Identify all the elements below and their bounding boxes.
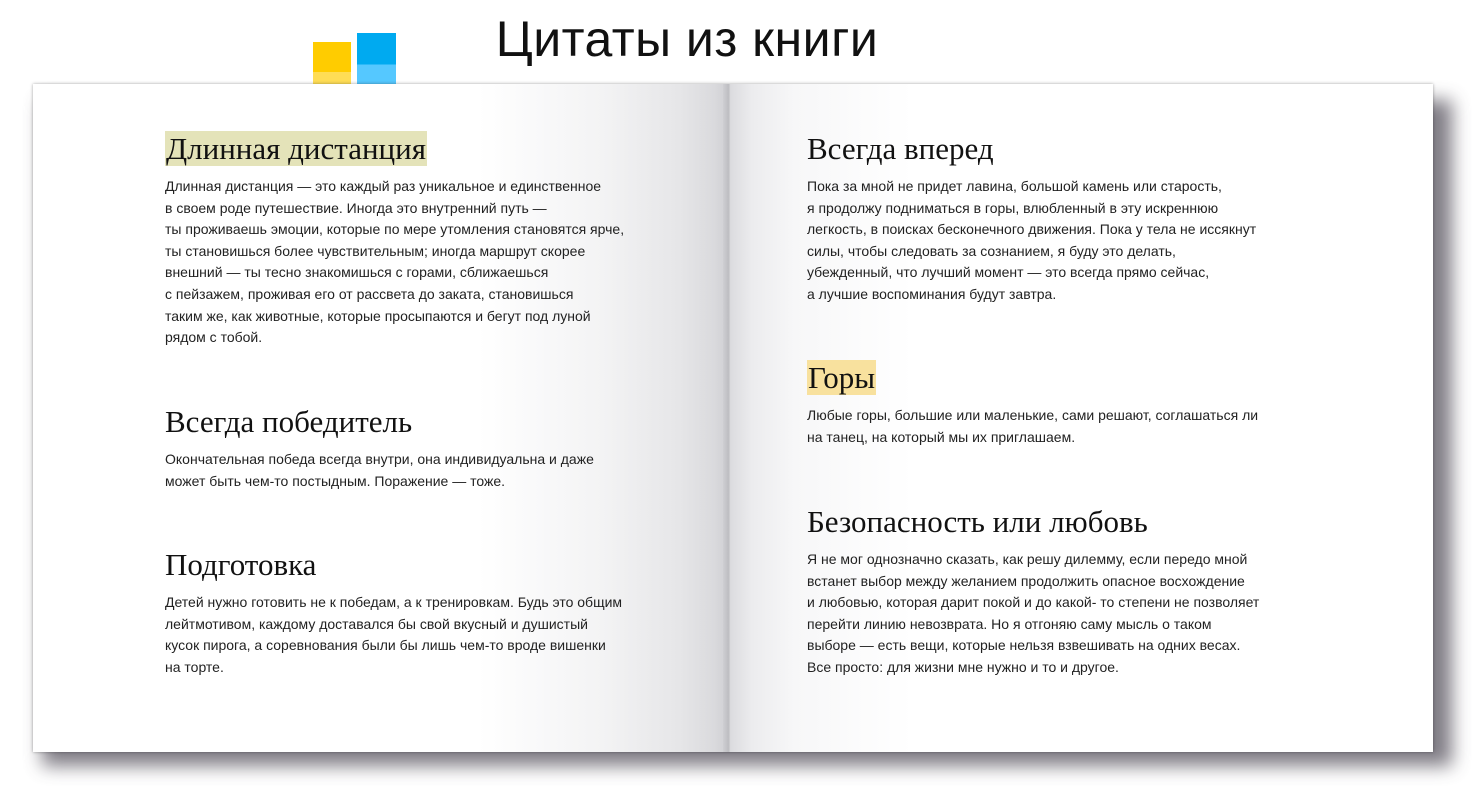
quote-section (807, 503, 1259, 679)
section-text: Любые горы, большие или маленькие, сами решают, соглашаться ли на танец, на который мы их приглашаем. (807, 407, 1259, 445)
right-page (731, 84, 1433, 752)
section-text: Окончательная победа всегда внутри, она индивидуальна и даже может быть чем-то постыдным. Поражение — тоже. (165, 451, 594, 489)
section-title: Всегда победитель (165, 404, 413, 439)
section-text: Пока за мной не придет лавина, большой камень или старость, я продолжу подниматься в горы, влюбленный в эту искреннюю легкость, в поисках бесконечного движения. Пока у тела не иссякнут силы, чтобы следовать за сознанием, я буду это делать, убежденный, что лучший момент — это всегда прямо сейчас, а лучшие воспоминания будут завтра. (807, 178, 1257, 302)
highlighted-title: Горы (808, 360, 876, 395)
open-book (33, 84, 1433, 752)
quote-section (165, 130, 624, 349)
section-title: Всегда вперед (807, 131, 994, 166)
left-page (33, 84, 728, 752)
section-title (807, 359, 1258, 397)
quote-section (165, 403, 594, 492)
section-title (165, 130, 624, 168)
quote-section (807, 130, 1256, 306)
bookmark-tabs (313, 33, 397, 87)
section-text: Детей нужно готовить не к победам, а к тренировкам. Будь это общим лейтмотивом, каждому доставался бы свой вкусный и душистый кусок пирога, а соревнования были бы лишь чем-то вроде вишенки на торте. (165, 594, 623, 675)
quote-section (165, 546, 622, 678)
section-title: Безопасность или любовь (807, 504, 1148, 539)
section-title: Подготовка (165, 547, 317, 582)
highlighted-title: Длинная дистанция (166, 131, 426, 166)
page-title: Цитаты из книги (495, 11, 879, 67)
quote-section (807, 359, 1258, 448)
section-text: Длинная дистанция — это каждый раз уникальное и единственное в своем роде путешествие. Иногда это внутренний путь — ты проживаешь эмоции, которые по мере утомления становятся ярче, ты становишься более чувствительным; иногда маршрут скорее внешний — ты тесно знакомишься с горами, сближаешься с пейзажем, проживая его от рассвета до заката, становишься таким же, как животные, которые просыпаются и бегут под луной рядом с тобой. (165, 178, 625, 346)
section-text: Я не мог однозначно сказать, как решу дилемму, если передо мной встанет выбор между желанием продолжить опасное восхождение и любовью, которая дарит покой и до какой- то степени не позволяет перейти линию невозврата. Но я отгоняю саму мысль о таком выборе — есть вещи, которые нельзя взвешивать на одних весах. Все просто: для жизни мне нужно и то и другое. (807, 551, 1260, 675)
yellow-bookmark-icon (313, 42, 351, 90)
blue-bookmark-icon (357, 33, 396, 90)
